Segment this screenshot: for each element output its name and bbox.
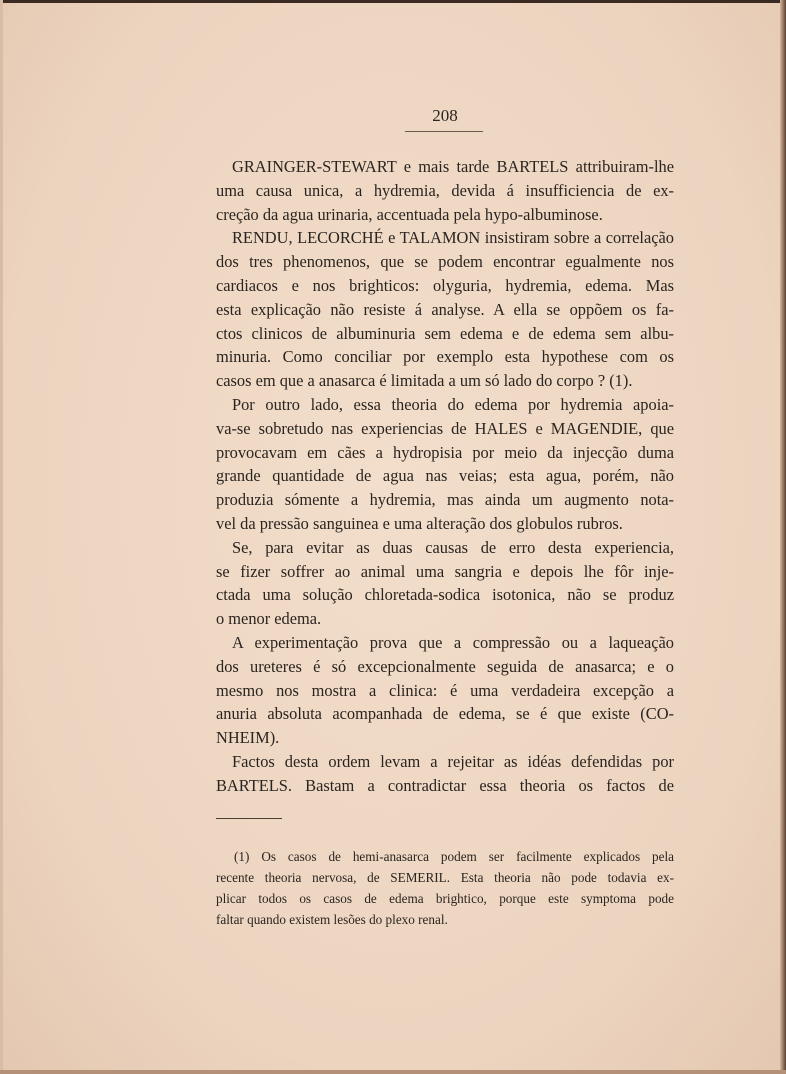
text-line: se fizer soffrer ao animal uma sangria e depois lhe fôr inje- — [216, 561, 674, 581]
paragraph — [216, 226, 674, 393]
text-line: minuria. Como conciliar por exemplo esta hypothese com os — [216, 347, 674, 367]
paragraph — [216, 750, 674, 798]
text-line: dos ureteres é só excepcionalmente seguida de anasarca; e o — [216, 656, 674, 676]
footnote-line: (1) Os casos de hemi-anasarca podem ser facilmente explicados pela — [234, 849, 674, 864]
text-line: grande quantidade de agua nas veias; esta agua, porém, não — [216, 466, 674, 486]
paragraph — [216, 536, 674, 631]
text-line: GRAINGER-STEWART e mais tarde BARTELS attribuiram-lhe — [232, 157, 674, 176]
text-line: cardiacos e nos brighticos: olyguria, hydremia, edema. Mas — [216, 275, 674, 295]
text-line: esta explicação não resiste á analyse. A ella se oppõem os fa- — [216, 299, 674, 319]
text-line: anuria absoluta acompanhada de edema, se é que existe (CO- — [216, 704, 674, 724]
text-line: Factos desta ordem levam a rejeitar as idéas defendidas por — [232, 751, 674, 771]
paragraph — [216, 631, 674, 750]
footnote-line: recente theoria nervosa, de SEMERIL. Esta theoria não pode todavia ex- — [216, 870, 674, 885]
text-line: dos tres phenomenos, que se podem encontrar egualmente nos — [216, 252, 674, 272]
text-line: Se, para evitar as duas causas de erro desta experiencia, — [232, 537, 674, 557]
footnote-line: faltar quando existem lesões do plexo renal. — [216, 912, 448, 927]
page-edge-bottom — [0, 1070, 786, 1074]
body-text — [216, 155, 674, 798]
text-line: o menor edema. — [216, 609, 322, 629]
page-edge-right — [780, 0, 786, 1074]
footnote-line: plicar todos os casos de edema brightico, porque este symptoma pode — [216, 891, 674, 906]
page-edge-top — [0, 0, 786, 3]
text-line: NHEIM). — [216, 728, 280, 748]
text-line: ctada uma solução chloretada-sodica isotonica, não se produz — [216, 585, 674, 605]
text-line: BARTELS. Bastam a contradictar essa theoria os factos de — [216, 775, 674, 795]
text-line: casos em que a anasarca é limitada a um só lado do corpo ? (1). — [216, 371, 633, 391]
footnote-rule — [216, 818, 282, 819]
text-line: mesmo nos mostra a clinica: é uma verdadeira excepção a — [216, 680, 674, 700]
text-line: vel da pressão sanguinea e uma alteração dos globulos rubros. — [216, 513, 623, 533]
page-edge-left — [0, 0, 3, 1074]
text-line: creção da agua urinaria, accentuada pela hypo-albuminose. — [216, 204, 603, 224]
text-line: uma causa unica, a hydremia, devida á insufficiencia de ex- — [216, 180, 674, 200]
text-line: Por outro lado, essa theoria do edema por hydremia apoia- — [232, 394, 674, 414]
text-line: RENDU, LECORCHÉ e TALAMON insistiram sobre a correlação — [232, 228, 674, 248]
text-line: A experimentação prova que a compressão ou a laqueação — [232, 632, 674, 652]
paragraph — [216, 393, 674, 536]
text-line: provocavam em cães a hydropisia por meio da injecção duma — [216, 442, 674, 462]
text-line: produzia sómente a hydremia, mas ainda um augmento nota- — [216, 490, 674, 510]
paragraph — [216, 155, 674, 226]
text-line: ctos clinicos de albuminuria sem edema e de edema sem albu- — [216, 323, 674, 343]
footnote — [216, 846, 674, 930]
text-line: va-se sobretudo nas experiencias de HALES e MAGENDIE, que — [216, 418, 674, 438]
page-number: 208 — [432, 106, 458, 125]
page-number-rule — [405, 131, 483, 132]
